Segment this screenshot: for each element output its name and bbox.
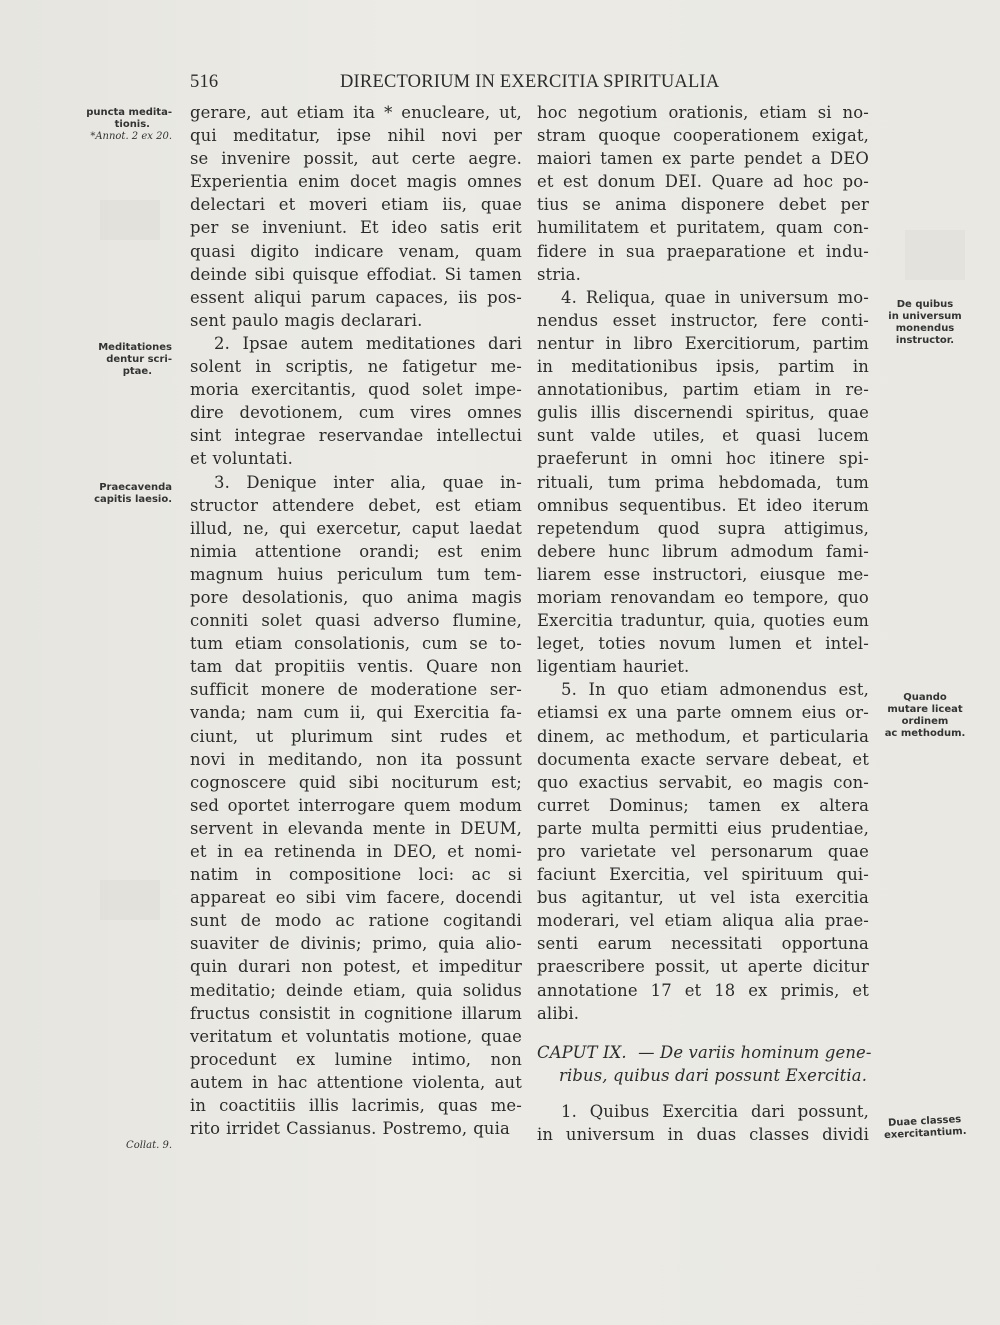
text-line: sed oportet interrogare quem modum (190, 795, 522, 815)
text-line: procedunt ex lumine intimo, non (190, 1049, 522, 1069)
text-line: et est donum DEI. Quare ad hoc po- (537, 172, 869, 192)
text-line: in coactitiis illis lacrimis, quas me- (190, 1096, 522, 1116)
text-line: servent in elevanda mente in DEUM, (190, 818, 522, 838)
margin-note-line: in universum (888, 311, 962, 322)
text-line: stria. (537, 264, 581, 284)
text-line: sunt valde utiles, et quasi lucem (537, 426, 869, 446)
running-title: DIRECTORIUM IN EXERCITIA SPIRITUALIA (340, 72, 720, 92)
margin-note-annotation-ref: *Annot. 2 ex 20. (90, 131, 172, 142)
bleed-through-mark (905, 230, 965, 280)
text-line: qui meditatur, ipse nihil novi per (190, 126, 522, 146)
chapter-heading-line2 (537, 1064, 869, 1100)
right-column-after-heading (537, 1100, 869, 1146)
text-line: sunt de modo ac ratione cogitandi (190, 911, 522, 931)
bleed-through-mark (100, 200, 160, 240)
text-line: delectari et moveri etiam iis, quae (190, 195, 522, 215)
text-line: fidere in sua praeparatione et indu- (537, 241, 869, 261)
text-line: alibi. (537, 1003, 580, 1023)
text-line: nentur in libro Exercitiorum, partim (537, 333, 869, 353)
text-line: gerare, aut etiam ita * enucleare, ut, (190, 103, 522, 122)
text-line: deinde sibi quisque effodiat. Si tamen (190, 264, 522, 284)
text-line: ligentiam hauriet. (537, 657, 690, 677)
text-line: maiori tamen ex parte pendet a DEO (537, 149, 869, 169)
chapter-title-part2: ribus, quibus dari possunt Exercitia. (559, 1065, 868, 1085)
text-line: natim in compositione loci: ac si (190, 865, 522, 885)
text-line: moriam renovandam eo tempore, quo (537, 587, 869, 607)
text-line: fructus consistit in cognitione illarum (190, 1003, 522, 1023)
text-line: annotatione 17 et 18 ex primis, et (537, 980, 869, 1000)
text-line: humilitatem et puritatem, quam con- (537, 218, 869, 238)
text-line: autem in hac attentione violenta, aut (190, 1072, 522, 1092)
text-line: illud, ne, qui exercetur, caput laedat (190, 518, 522, 538)
text-line: nimia attentione orandi; est enim (190, 541, 522, 561)
text-line: et in ea retinenda in DEO, et nomi- (190, 842, 522, 861)
text-line: novi in meditando, non ita possunt (190, 749, 522, 769)
margin-note-praecavenda (94, 482, 172, 506)
margin-note-line: Duae classes (887, 1114, 962, 1129)
text-line: Exercitia traduntur, quia, quoties eum (537, 611, 869, 631)
margin-note-puncta (86, 107, 172, 143)
margin-note-quando (880, 692, 970, 740)
text-line: structor attendere debet, est etiam (190, 495, 522, 515)
text-line: hoc negotium orationis, etiam si no- (537, 103, 869, 122)
margin-note-line: exercitantium. (883, 1125, 967, 1142)
text-line: gulis illis discernendi spiritus, quae (537, 403, 869, 423)
text-line: praeferunt in omni hoc itinere spi- (537, 449, 869, 469)
text-line: 1. Quibus Exercitia dari possunt, (561, 1101, 869, 1121)
text-line: dire devotionem, cum vires omnes (190, 403, 522, 423)
text-line: meditatio; deinde etiam, quia solidus (190, 980, 522, 1000)
text-line: quasi digito indicare venam, quam (190, 241, 522, 261)
text-line: per se inveniunt. Et ideo satis erit (190, 218, 522, 238)
text-line: solent in scriptis, ne fatigetur me- (190, 357, 522, 377)
text-line: stram quoque cooperationem exigat, (537, 126, 869, 146)
text-line: pro varietate vel personarum quae (537, 842, 869, 861)
page-header (190, 72, 870, 98)
margin-note-line: monendus (895, 323, 955, 334)
margin-note-collat (126, 1140, 172, 1152)
text-line: sent paulo magis declarari. (190, 310, 423, 330)
text-line: tum etiam consolationis, cum se to- (190, 634, 522, 654)
text-line: debere hunc librum admodum fami- (537, 541, 869, 561)
margin-note-line: Quando (903, 692, 947, 703)
chapter-number: CAPUT IX. (537, 1042, 627, 1062)
margin-note-line: mutare liceat (887, 704, 963, 715)
text-line: moria exercitantis, quod solet impe- (190, 380, 522, 400)
text-line: faciunt Exercitia, vel spirituum qui- (537, 865, 869, 885)
text-line: et voluntati. (190, 449, 293, 469)
text-line: omnibus sequentibus. Et ideo iterum (537, 495, 869, 515)
text-line: veritatum et voluntatis motione, quae (190, 1026, 522, 1046)
chapter-title-part1: — De variis hominum gene- (632, 1042, 872, 1062)
margin-note-line: Praecavenda (99, 482, 172, 493)
margin-note-line: Meditationes (98, 342, 172, 353)
text-line: quin durari non potest, et impeditur (190, 957, 522, 977)
right-text-column (537, 101, 872, 1146)
text-line: quo exactius servabit, eo magis con- (537, 772, 869, 792)
text-line: rituali, tum prima hebdomada, tum (537, 472, 869, 492)
text-line: pore desolationis, quo anima magis (190, 587, 522, 607)
text-line: parte multa permitti eius prudentiae, (537, 818, 869, 838)
margin-note-de-quibus (880, 299, 970, 347)
text-line: bus agitantur, ut vel ista exercitia (537, 888, 869, 908)
text-line: praescribere possit, ut aperte dicitur (537, 957, 869, 977)
text-line: magnum huius periculum tum tem- (190, 564, 522, 584)
text-line: curret Dominus; tamen ex altera (537, 795, 869, 815)
margin-note-meditationes (98, 342, 172, 378)
text-line: tius se anima disponere debet per (537, 195, 869, 215)
margin-note-line: puncta medita- (86, 107, 172, 118)
text-line: senti earum necessitati opportuna (537, 934, 869, 954)
text-line: in meditationibus ipsis, partim in (537, 357, 869, 377)
text-line: suaviter de divinis; primo, quia alio- (190, 934, 522, 954)
text-line: Experientia enim docet magis omnes (190, 172, 522, 192)
margin-note-duae (879, 1114, 970, 1143)
right-column-body (537, 101, 869, 1025)
margin-note-line: De quibus (896, 299, 954, 310)
margin-note-line: instructor. (895, 335, 955, 346)
margin-note-line: ptae. (122, 366, 152, 377)
text-line: 4. Reliqua, quae in universum mo- (561, 287, 869, 307)
text-line: vanda; nam cum ii, qui Exercitia fa- (190, 703, 522, 723)
text-line: sint integrae reservandae intellectui (190, 426, 522, 446)
page-number: 516 (190, 72, 219, 92)
margin-note-line: tionis. (114, 119, 150, 130)
text-line: 5. In quo etiam admonendus est, (561, 680, 869, 700)
margin-note-line: dentur scri- (106, 354, 172, 365)
text-line: appareat eo sibi vim facere, docendi (190, 888, 522, 908)
text-line: nendus esset instructor, fere conti- (537, 310, 869, 330)
text-line: liarem esse instructori, eiusque me- (537, 564, 869, 584)
text-line: ciunt, ut plurimum sint rudes et (190, 726, 522, 746)
margin-note-line: ac methodum. (884, 728, 966, 739)
text-line: 3. Denique inter alia, quae in- (214, 472, 522, 492)
text-line: etiamsi ex una parte omnem eius or- (537, 703, 869, 723)
text-line: leget, toties novum lumen et intel- (537, 634, 869, 654)
margin-note-line: Collat. 9. (126, 1140, 172, 1151)
text-line: se invenire possit, aut certe aegre. (190, 149, 522, 169)
text-line: 2. Ipsae autem meditationes dari (214, 333, 522, 353)
text-line: repetendum quod supra attigimus, (537, 518, 869, 538)
text-line: dinem, ac methodum, et particularia (537, 726, 869, 746)
text-line: annotationibus, partim etiam in re- (537, 380, 869, 400)
text-line: cognoscere quid sibi nociturum est; (190, 772, 522, 792)
text-line: sufficit monere de moderatione ser- (190, 680, 522, 700)
text-line: moderari, vel etiam aliqua alia prae- (537, 911, 869, 931)
text-line: in universum in duas classes dividi (537, 1125, 869, 1145)
text-line: essent aliqui parum capaces, iis pos- (190, 287, 522, 307)
text-line: conniti solet quasi adverso flumine, (190, 611, 522, 631)
left-text-column (190, 101, 522, 1140)
text-line: documenta exacte servare debeat, et (537, 749, 869, 769)
text-line: tam dat propitiis ventis. Quare non (190, 657, 522, 677)
margin-note-line: ordinem (901, 716, 949, 727)
chapter-heading (537, 1025, 872, 1064)
margin-note-line: capitis laesio. (94, 494, 172, 505)
text-line: rito irridet Cassianus. Postremo, quia (190, 1119, 510, 1139)
bleed-through-mark (100, 880, 160, 920)
